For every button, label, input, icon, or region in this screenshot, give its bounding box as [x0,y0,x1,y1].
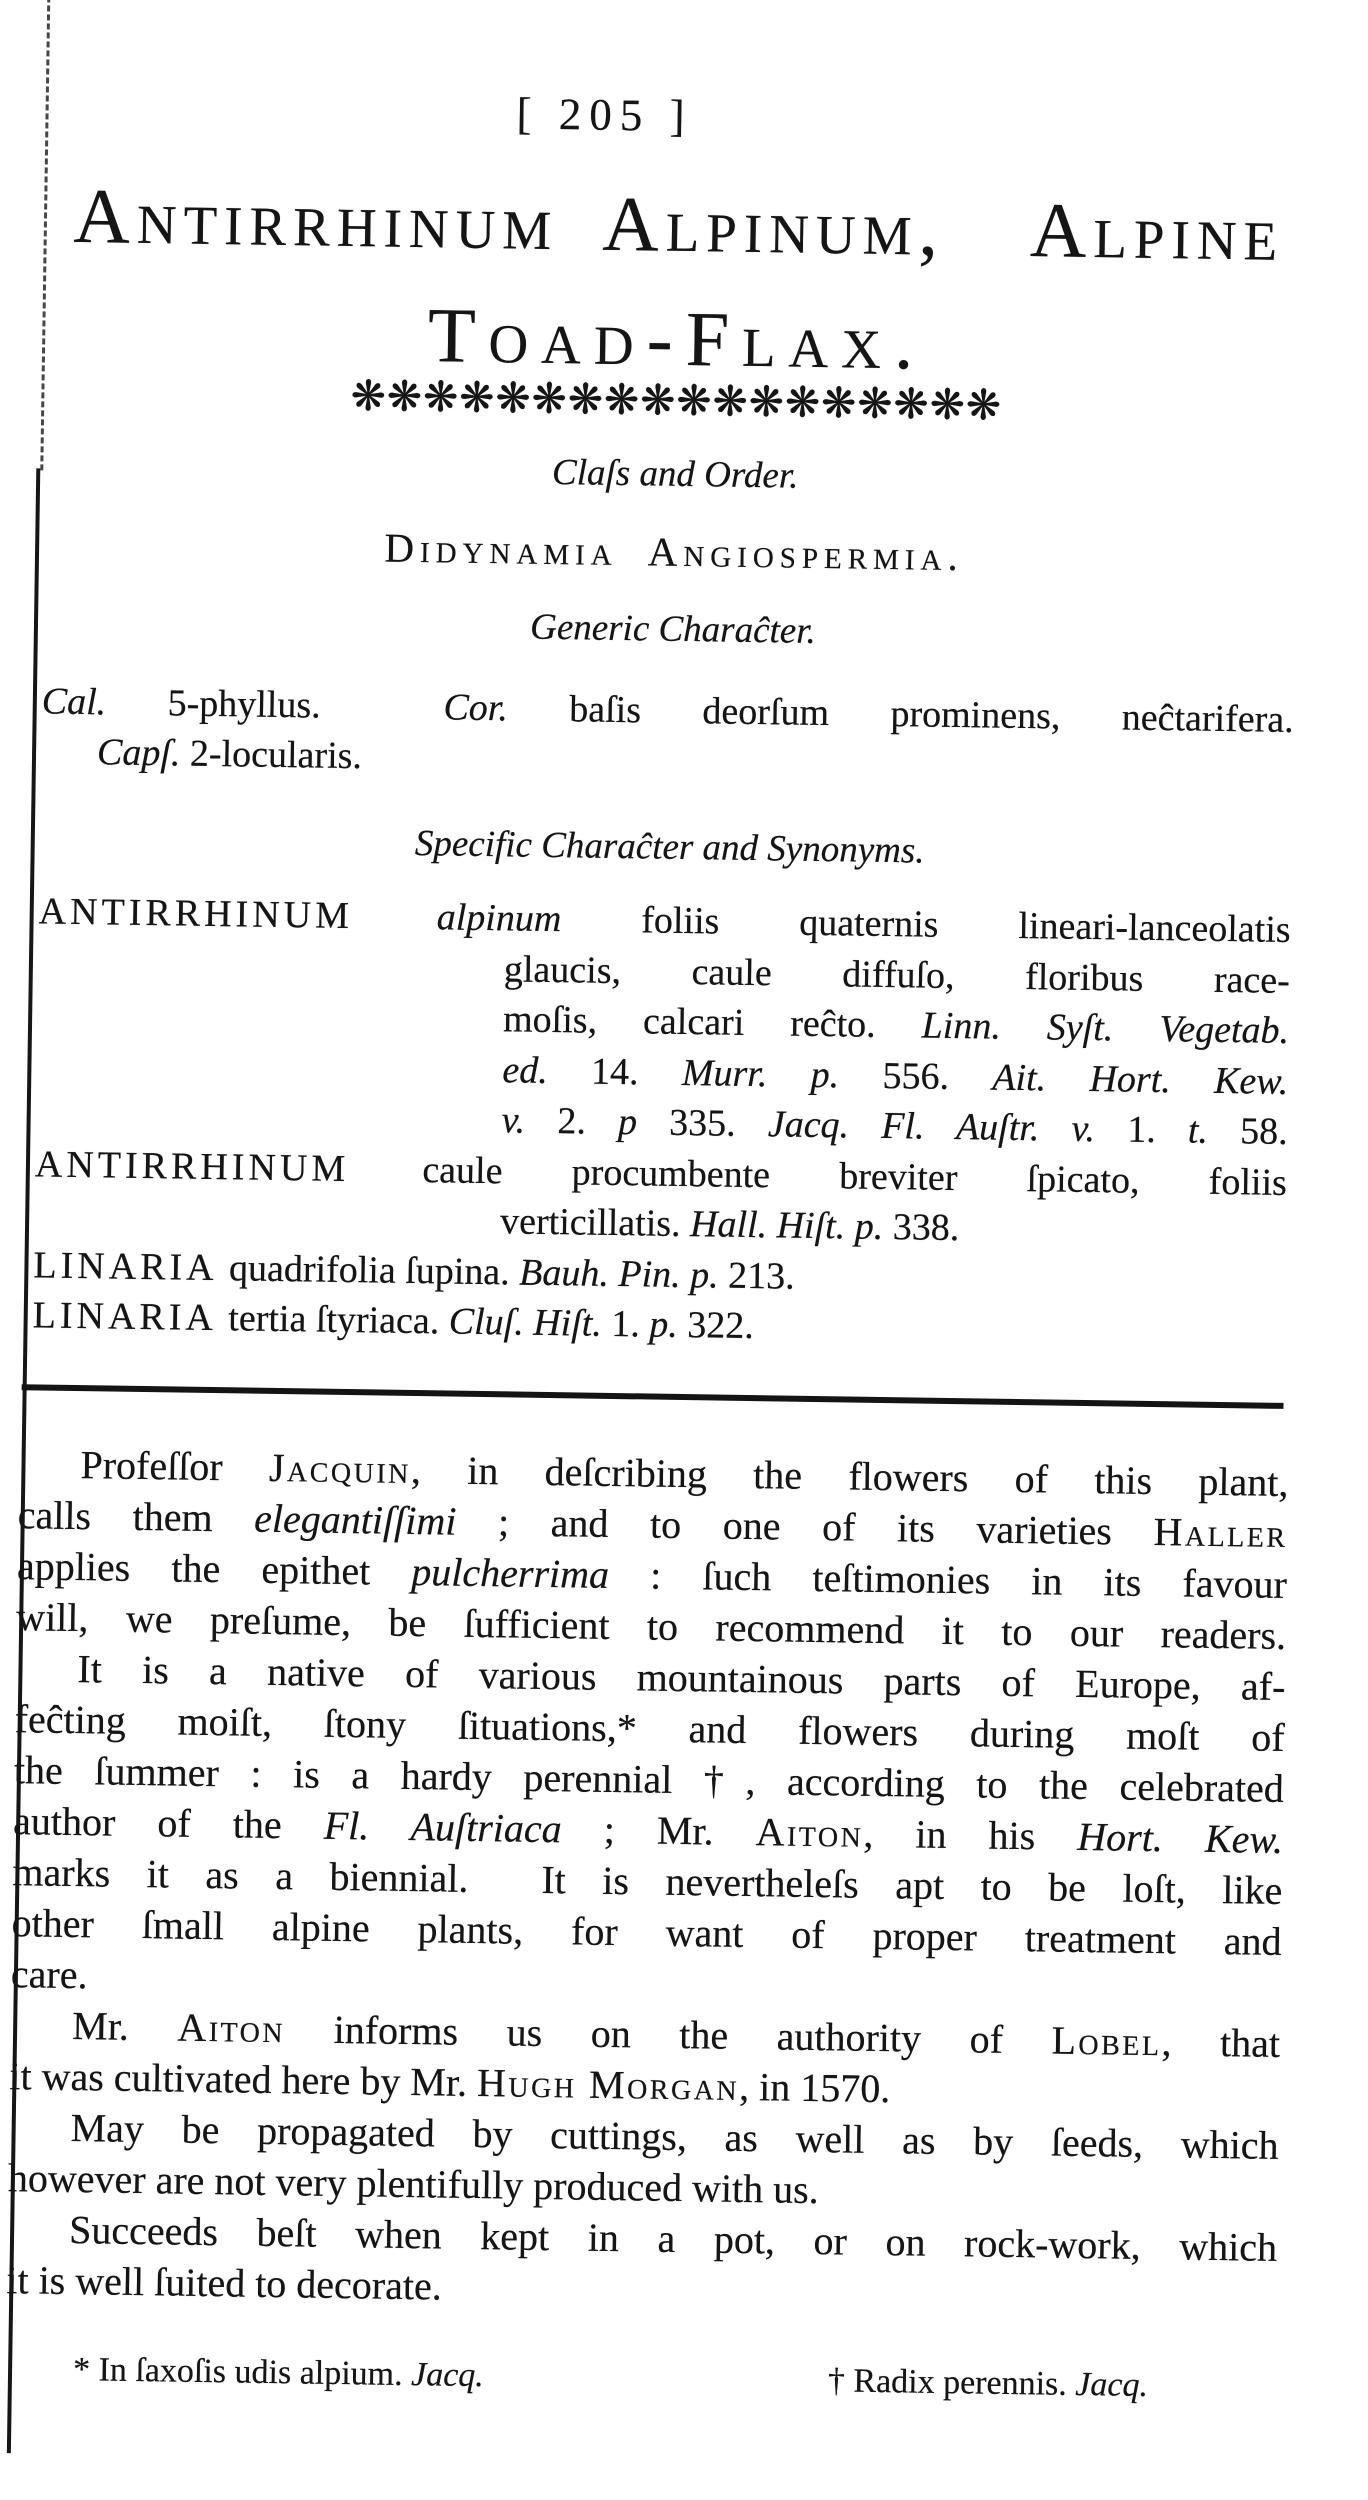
text-run: Cal. [41,680,107,724]
main-title-line1: Antirrhinum Alpinum, Alpine [73,171,1285,277]
text-run: alpinum [436,896,562,941]
text-run: marks it as a biennial. It is nevertheleſs apt to be loſt, like [12,1849,1283,1913]
text-run: ANTIRRHINUM [34,1142,423,1191]
text-run: Murr. p. [681,1051,883,1097]
text-run: 338. [892,1206,960,1250]
text-run: LINARIA [32,1294,229,1340]
text-run: ed. [502,1048,592,1093]
text-run: Linn. Syſt. Vegetab. [921,1004,1290,1052]
text-run: 335. [668,1101,769,1146]
text-run: 322. [687,1304,755,1348]
text-run: Hall. Hiſt. p. [689,1203,894,1249]
text-run: Succeeds beſt when kept in a pot, or on rock-work, which [68,2207,1278,2270]
paragraph-2 [11,1642,1286,2018]
footnote-asterisk [73,2351,484,2395]
text-run: : ſuch teſtimonies in its favour [608,1551,1288,1607]
text-run: Ait. Hort. Kew. [992,1056,1289,1103]
text-run: 1. [611,1302,650,1346]
text-run: 2. [557,1100,619,1144]
text-run: Bauh. Pin. p. [518,1251,729,1297]
text-run: ANTIRRHINUM [38,890,438,939]
body-text [6,1438,1289,2324]
main-title-line2: Toad-Flax. [427,291,928,386]
text-run: pulcherrima [411,1549,610,1597]
text-run: 213. [727,1254,796,1298]
text-run: it was cultivated here by Mr. [9,2053,478,2106]
text-run: Jacquin [268,1444,412,1492]
page-number: [ 205 ] [516,88,693,142]
text-run: ; Mr. [561,1806,757,1855]
text-run: May be propagated by cuttings, as well as by ſeeds, which [70,2105,1279,2168]
text-run: 1. [1126,1108,1189,1152]
text-run: Fl. Auſtriaca [323,1802,563,1852]
class-order-value: Didynamia Angiospermia. [384,524,965,580]
text-run: 5-phyllus. [105,681,444,729]
synonyms-block [32,886,1291,1359]
text-run: Haller [1153,1509,1288,1556]
text-run: * In ſaxoſis udis alpium. [72,2351,412,2394]
text-run: Hort. Kew. [1077,1813,1284,1862]
text-run: tertia ſtyriaca. [228,1297,450,1343]
text-run: 58. [1239,1110,1288,1153]
text-run: calls them [17,1492,255,1541]
text-run: It is a native of various mountainous parts of Europe, af- [77,1646,1286,1709]
text-run: will, we preſume, be ſufficient to recommend it to our readers. [15,1594,1287,1658]
text-run: LINARIA [33,1243,230,1289]
text-run: Jacq. [410,2356,485,2395]
heading-class-and-order: Claſs and Order. [551,451,799,497]
footnote-dagger [828,2362,1149,2405]
paragraph-1 [16,1438,1289,1661]
text-run: other ſmall alpine plants, for want of proper treatment and [11,1900,1282,1964]
text-run: Aiton [755,1809,864,1856]
text-run: 2-locularis. [180,732,363,778]
text-run: glaucis, caule diffuſo, floribus race- [503,947,1291,1002]
text-run: moſis, calcari reĉto. [502,998,923,1047]
text-run: † Radix perennis. [827,2362,1076,2403]
text-run: baſis deorſum prominens, neĉtarifera. [507,687,1295,742]
text-run: feĉting moiſt, ſtony ſituations,* and flowers during moſt of [14,1696,1285,1760]
text-run: , in his [863,1810,1078,1859]
text-run: foliis quaternis lineari-lanceolatis [561,898,1291,951]
text-run: Cor. [443,686,509,730]
text-run: Hugh Morgan [476,2060,740,2109]
ornament-divider: ❋❋❋❋❋❋❋❋❋❋❋❋❋❋❋❋❋❋ [350,370,1003,430]
text-run: Cluſ. Hiſt. [448,1300,612,1345]
generic-character-text [41,676,1294,795]
text-run: Jacq. [1075,2365,1149,2405]
paragraph-3 [9,1999,1280,2120]
separator-rule [22,1384,1284,1409]
text-run: t. [1187,1109,1241,1153]
text-run: , in 1570. [738,2063,891,2112]
text-run: it is well ſuited to decorate. [6,2257,443,2309]
text-run: ; and to one of its varieties [456,1498,1154,1555]
text-run: caule procumbente breviter ſpicato, foliis [422,1148,1288,1204]
text-run: v. [501,1099,558,1143]
text-run: care. [10,1951,88,1998]
text-run: Capſ. [96,731,181,775]
text-run: elegantiſſimi [253,1495,457,1544]
text-run: verticillatis. [499,1200,691,1246]
text-run: Profeſſor [80,1442,270,1490]
paragraph-4 [8,2101,1279,2222]
text-run: Aiton [177,2004,286,2052]
text-run: , in deſcribing the flowers of this plant, [410,1446,1289,1506]
text-run: 14. [590,1050,683,1094]
text-run: author of the [12,1798,325,1848]
text-run: Jacq. Fl. Auſtr. v. [767,1103,1128,1151]
text-run: however are not very plentifully produced with us. [7,2155,820,2213]
text-run: informs us on the authority of [284,2006,1052,2063]
text-line [73,2351,484,2395]
text-run: Lobel [1051,2017,1162,2065]
text-run: the ſummer : is a hardy perennial †, according to the celebrated [13,1747,1285,1811]
text-run: applies the epithet [16,1543,412,1595]
heading-specific-character: Specific Charaĉter and Synonyms. [414,822,925,872]
text-line [828,2362,1149,2405]
text-run: 556. [882,1054,993,1099]
text-run: quadrifolia ſupina. [228,1246,520,1294]
text-run: Mr. [71,2003,178,2050]
paragraph-5 [6,2203,1277,2324]
heading-generic-character: Generic Charaĉter. [529,606,817,652]
text-run: , that [1161,2019,1281,2066]
footnotes [73,2351,1148,2405]
text-run: p. [649,1303,688,1347]
text-run: p [617,1101,670,1144]
